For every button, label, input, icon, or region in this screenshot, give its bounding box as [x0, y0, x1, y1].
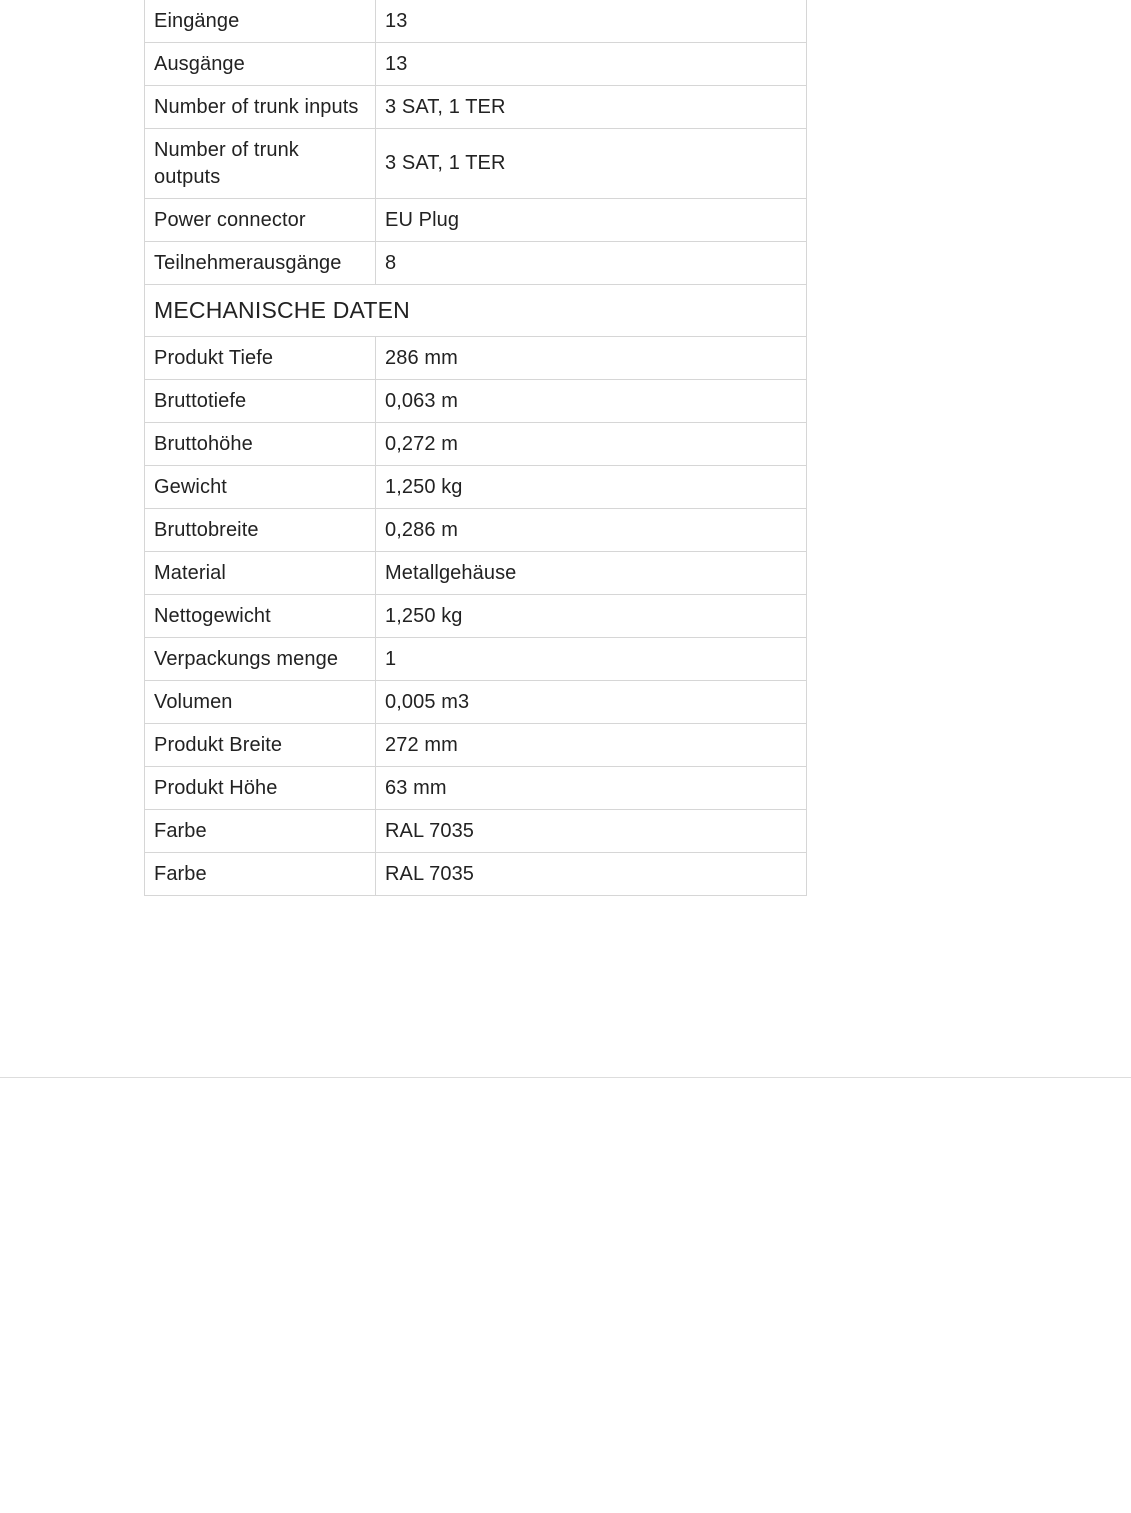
spec-value: 13: [376, 43, 807, 86]
spec-value: 63 mm: [376, 767, 807, 810]
table-row: [145, 423, 807, 466]
table-row: [145, 853, 807, 896]
spec-label: Number of trunk outputs: [145, 129, 376, 199]
table-row: [145, 0, 807, 43]
spec-value: Metallgehäuse: [376, 552, 807, 595]
spec-value: 3 SAT, 1 TER: [376, 129, 807, 199]
spec-value: 13: [376, 0, 807, 43]
spec-value: 272 mm: [376, 724, 807, 767]
spec-label: Ausgänge: [145, 43, 376, 86]
table-row: [145, 767, 807, 810]
spec-label: Number of trunk inputs: [145, 86, 376, 129]
table-row: [145, 380, 807, 423]
spec-value: 1,250 kg: [376, 466, 807, 509]
table-row: [145, 681, 807, 724]
spec-value: 0,286 m: [376, 509, 807, 552]
spec-label: Bruttotiefe: [145, 380, 376, 423]
table-row: [145, 337, 807, 380]
table-row: [145, 129, 807, 199]
spec-label: Volumen: [145, 681, 376, 724]
spec-value: 1: [376, 638, 807, 681]
table-row: [145, 86, 807, 129]
spec-value: RAL 7035: [376, 853, 807, 896]
spec-label: Bruttobreite: [145, 509, 376, 552]
table-row: [145, 638, 807, 681]
table-row: [145, 509, 807, 552]
spec-label: Produkt Breite: [145, 724, 376, 767]
spec-label: Verpackungs menge: [145, 638, 376, 681]
spec-label: Nettogewicht: [145, 595, 376, 638]
spec-label: Material: [145, 552, 376, 595]
spec-value: 8: [376, 242, 807, 285]
spec-label: Farbe: [145, 853, 376, 896]
spec-label: Farbe: [145, 810, 376, 853]
table-row: [145, 242, 807, 285]
spec-label: Teilnehmerausgänge: [145, 242, 376, 285]
spec-value: EU Plug: [376, 199, 807, 242]
spec-label: Produkt Tiefe: [145, 337, 376, 380]
spec-label: Produkt Höhe: [145, 767, 376, 810]
spec-value: RAL 7035: [376, 810, 807, 853]
spec-value: 3 SAT, 1 TER: [376, 86, 807, 129]
spec-label: Bruttohöhe: [145, 423, 376, 466]
spec-value: 1,250 kg: [376, 595, 807, 638]
spec-label: Gewicht: [145, 466, 376, 509]
spec-value: 0,005 m3: [376, 681, 807, 724]
table-row: [145, 810, 807, 853]
section-heading-row: [145, 285, 807, 337]
table-row: [145, 43, 807, 86]
table-row: [145, 595, 807, 638]
spec-table: [144, 0, 807, 896]
spec-value: 286 mm: [376, 337, 807, 380]
spec-label: Eingänge: [145, 0, 376, 43]
spec-label: Power connector: [145, 199, 376, 242]
table-row: [145, 466, 807, 509]
section-heading: MECHANISCHE DATEN: [145, 285, 807, 337]
table-row: [145, 199, 807, 242]
page-divider: [0, 1077, 1131, 1078]
table-row: [145, 724, 807, 767]
spec-value: 0,272 m: [376, 423, 807, 466]
table-row: [145, 552, 807, 595]
spec-value: 0,063 m: [376, 380, 807, 423]
